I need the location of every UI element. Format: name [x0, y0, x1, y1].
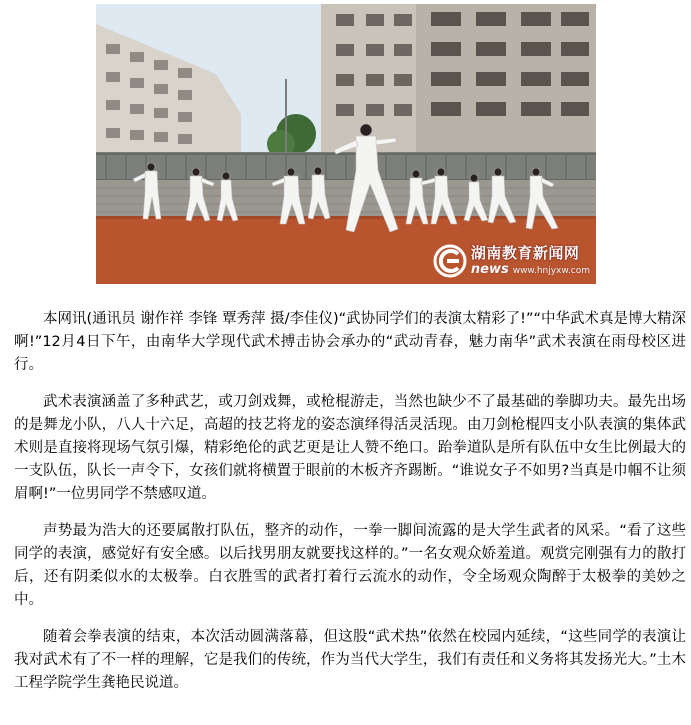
article-photo [96, 4, 596, 284]
site-logo-icon [433, 244, 467, 278]
article-paragraph-4: 随着会拳表演的结束，本次活动圆满落幕，但这股“武术热”依然在校园内延续，“这些同学的表演让我对武术有了不一样的理解，它是我们的传统，作为当代大学生，我们有责任和义务将其发扬光大。”土木工程学院学生龚艳民说道。 [14, 629, 686, 691]
article-paragraph-2: 武术表演涵盖了多种武艺，或刀剑戏舞，或枪棍游走，当然也缺少不了最基础的拳脚功夫。最先出场的是舞龙小队，八人十六足，高超的技艺将龙的姿态演绎得活灵活现。由刀剑枪棍四支小队表演的集体武术则是直接将现场气氛引爆，精彩绝伦的武艺更是让人赞不绝口。跆拳道队是所有队伍中女生比例最大的一支队伍，队长一声令下，女孩们就将横置于眼前的木板齐齐踢断。“谁说女子不如男?当真是巾帼不让须眉啊!”一位男同学不禁感叹道。 [14, 394, 686, 502]
article-body [14, 308, 686, 709]
watermark-url: www.hnjyxw.com [512, 266, 590, 276]
site-watermark [433, 244, 590, 278]
watermark-brand: news [470, 262, 509, 277]
article-paragraph-3: 声势最为浩大的还要属散打队伍，整齐的动作，一拳一脚间流露的是大学生武者的风采。“看了这些同学的表演，感觉好有安全感。以后找男朋友就要找这样的。”一名女观众娇羞道。观赏完刚强有力的散打后，还有阴柔似水的太极拳。白衣胜雪的武者打着行云流水的动作，令全场观众陶醉于太极拳的美妙之中。 [14, 523, 686, 608]
watermark-title: 湖南教育新闻网 [470, 244, 580, 262]
photo-scene [96, 4, 596, 284]
article-paragraph-1: 本网讯(通讯员 谢作祥 李锋 覃秀萍 摄/李佳仪)“武协同学们的表演太精彩了!”“中华武术真是博大精深啊!”12月4日下午，由南华大学现代武术搏击协会承办的“武动青春，魅力南华”武术表演在雨母校区进行。 [14, 311, 686, 373]
